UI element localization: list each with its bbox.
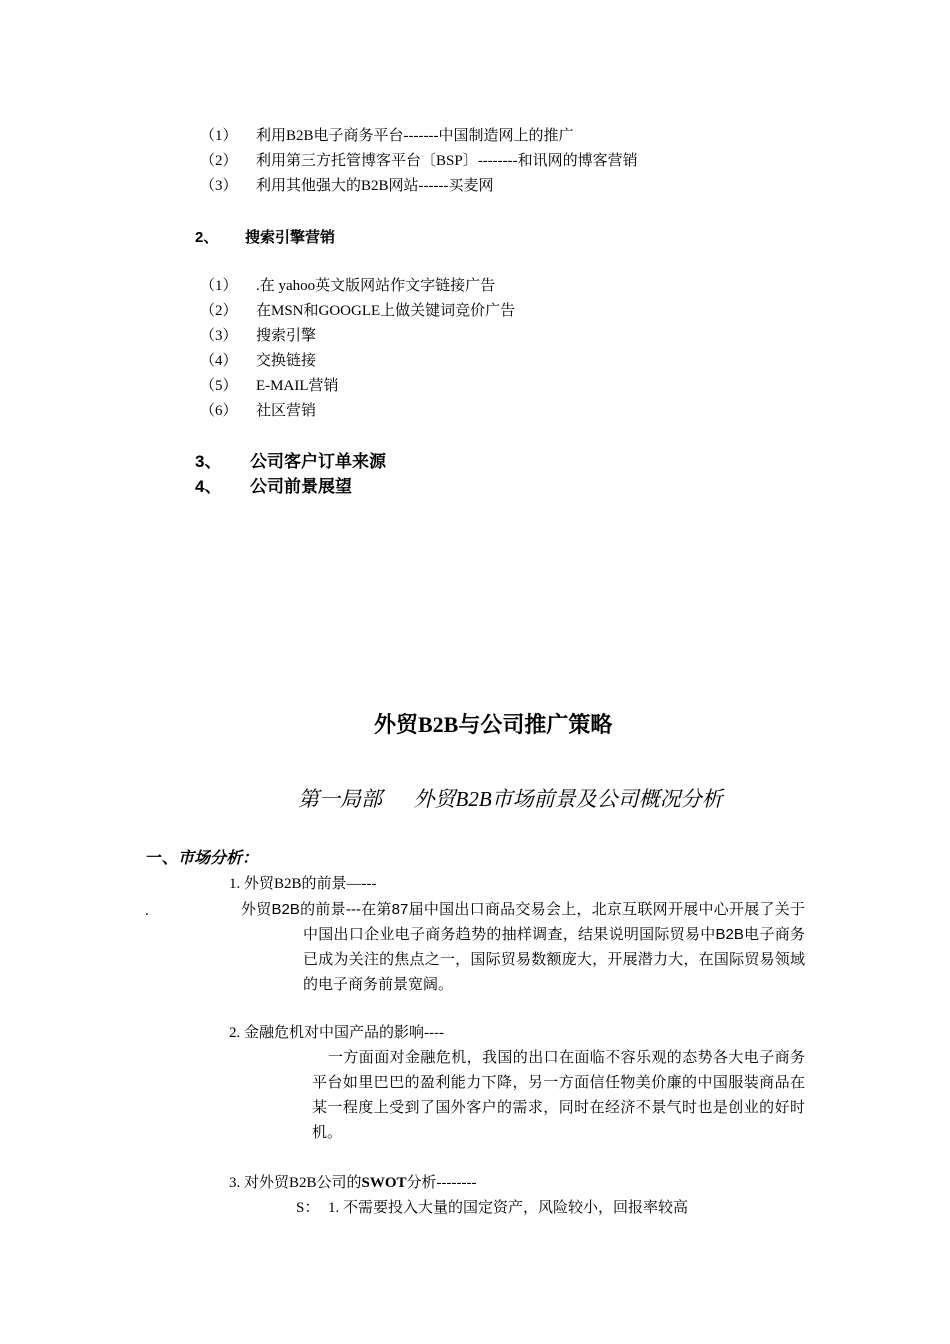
section-3-heading bbox=[195, 451, 386, 473]
list-item-text: 利用B2B电子商务平台-------中国制造网上的推广 bbox=[256, 128, 574, 144]
list-item-text: 在MSN和GOOGLE上做关键词竞价广告 bbox=[256, 303, 516, 319]
swot-s-label: S： bbox=[296, 1200, 320, 1216]
list-item-number: （4） bbox=[200, 353, 238, 369]
list-item-text: E-MAIL营销 bbox=[256, 378, 339, 394]
section-4-heading bbox=[195, 476, 352, 498]
item-3-heading-pre: 3. 对外贸B2B公司的 bbox=[229, 1175, 362, 1191]
list-item bbox=[200, 375, 339, 397]
item-3-heading-post: 分析-------- bbox=[406, 1175, 477, 1191]
item-3-heading-swot: SWOT bbox=[361, 1175, 407, 1191]
list-item-text: 交换链接 bbox=[256, 353, 317, 369]
heading-text: 市场分析： bbox=[178, 850, 259, 867]
section-number: 2、 bbox=[195, 229, 219, 246]
list-item-number: （3） bbox=[200, 328, 238, 344]
item-2-heading: 2. 金融危机对中国产品的影响---- bbox=[229, 1025, 444, 1041]
document-title: 外贸B2B与公司推广策略 bbox=[374, 712, 613, 737]
list-item bbox=[200, 275, 495, 297]
list-item-number: （1） bbox=[200, 128, 238, 144]
list-item-number: （3） bbox=[200, 178, 238, 194]
list-item-text: 利用第三方托管博客平台〔BSP〕--------和讯网的博客营销 bbox=[256, 153, 638, 169]
heading-number: 一、 bbox=[146, 850, 179, 867]
list-item bbox=[200, 175, 493, 197]
list-item-text: 社区营销 bbox=[256, 403, 317, 419]
swot-s-item: 1. 不需要投入大量的国定资产，风险较小，回报率较高 bbox=[328, 1200, 689, 1216]
section-title: 公司前景展望 bbox=[250, 477, 352, 496]
section-2-heading bbox=[195, 228, 335, 248]
list-item-text: .在 yahoo英文版网站作文字链接广告 bbox=[256, 278, 496, 294]
item-2-paragraph: 一方面面对金融危机，我国的出口在面临不容乐观的态势各大电子商务平台如里巴巴的盈利能力下降，另一方面信任物美价廉的中国服装商品在某一程度上受到了国外客户的需求，同时在经济不景气时也是创业的好时机。 bbox=[312, 1050, 805, 1141]
list-item-number: （5） bbox=[200, 378, 238, 394]
list-item bbox=[200, 325, 316, 347]
list-item-text: 搜索引擎 bbox=[256, 328, 317, 344]
list-item bbox=[200, 150, 638, 172]
stray-dot: . bbox=[145, 903, 149, 919]
market-analysis-heading bbox=[146, 848, 258, 870]
swot-strength-row bbox=[296, 1197, 688, 1219]
list-item bbox=[200, 125, 573, 147]
list-item bbox=[200, 400, 316, 422]
list-item-number: （2） bbox=[200, 153, 238, 169]
list-item-number: （6） bbox=[200, 403, 238, 419]
item-1-heading: 1. 外贸B2B的前景—--- bbox=[229, 876, 377, 892]
list-item-number: （2） bbox=[200, 303, 238, 319]
item-3-heading bbox=[229, 1172, 477, 1194]
list-item-number: （1） bbox=[200, 278, 238, 294]
list-item bbox=[200, 350, 316, 372]
list-item-text: 利用其他强大的B2B网站------买麦网 bbox=[256, 178, 494, 194]
list-item bbox=[200, 300, 515, 322]
part-title: 第一局部 外贸B2B市场前景及公司概况分析 bbox=[298, 787, 723, 811]
section-title: 搜索引擎营销 bbox=[245, 229, 336, 246]
section-number: 4、 bbox=[195, 477, 222, 496]
section-number: 3、 bbox=[195, 452, 222, 471]
item-1-paragraph: 外贸B2B的前景---在第87届中国出口商品交易会上，北京互联网开展中心开展了关于中国出口企业电子商务趋势的抽样调查，结果说明国际贸易中B2B电子商务已成为关注的焦点之一，国际贸易数额庞大，开展潜力大，在国际贸易领域的电子商务前景宽阔。 bbox=[241, 901, 805, 993]
section-title: 公司客户订单来源 bbox=[250, 452, 386, 471]
